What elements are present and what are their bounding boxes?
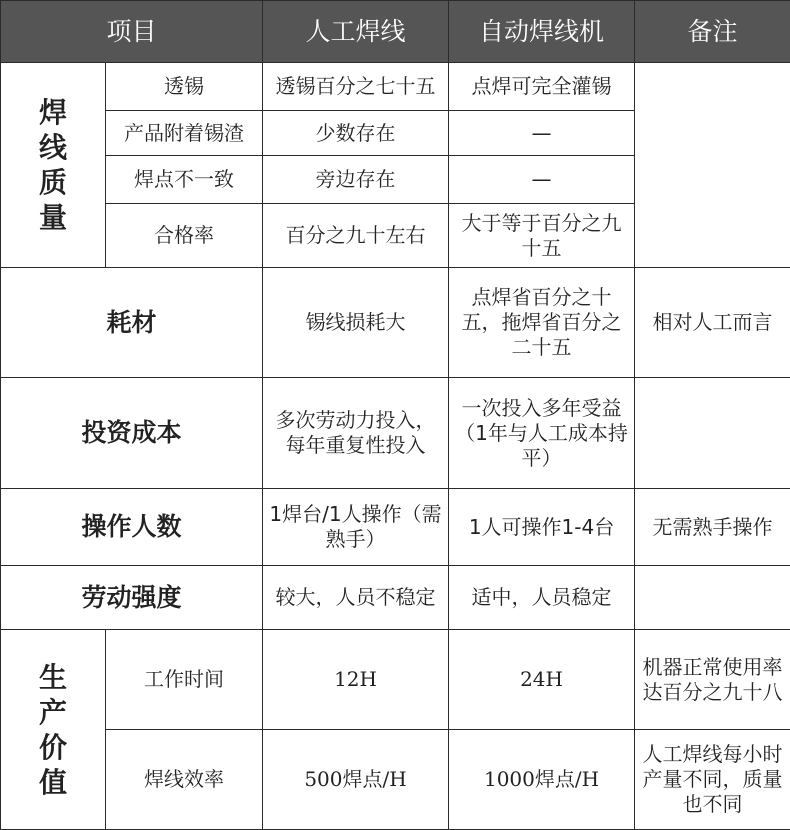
auto-cell: 1人可操作1-4台 — [449, 489, 635, 566]
auto-cell: 点焊省百分之十五，拖焊省百分之 二十五 — [449, 268, 635, 378]
row-label-operators: 操作人数 — [1, 489, 263, 566]
manual-cell: 500焊点/H — [263, 730, 449, 830]
header-manual: 人工焊线 — [263, 1, 449, 63]
header-row — [1, 1, 790, 63]
manual-cell: 多次劳动力投入，每年重复性投入 — [263, 378, 449, 489]
manual-cell: 旁边存在 — [263, 156, 449, 204]
row-label: 透锡 — [106, 63, 263, 111]
row-label: 焊线效率 — [106, 730, 263, 830]
table-row — [1, 630, 790, 730]
table-row — [1, 489, 790, 566]
manual-cell: 较大，人员不稳定 — [263, 566, 449, 630]
auto-cell: 大于等于百分之九十五 — [449, 204, 635, 268]
note-cell: 机器正常使用率达百分之九十八 — [635, 630, 790, 730]
category-production-label: 生产价值 — [39, 660, 67, 800]
manual-cell: 百分之九十左右 — [263, 204, 449, 268]
manual-cell: 锡线损耗大 — [263, 268, 449, 378]
row-label-intensity: 劳动强度 — [1, 566, 263, 630]
row-label: 合格率 — [106, 204, 263, 268]
category-quality — [1, 63, 106, 268]
row-label: 焊点不一致 — [106, 156, 263, 204]
row-label-consumables: 耗材 — [1, 268, 263, 378]
auto-cell: 适中，人员稳定 — [449, 566, 635, 630]
note-cell — [635, 566, 790, 630]
header-auto: 自动焊线机 — [449, 1, 635, 63]
table-row — [1, 268, 790, 378]
row-label-investment: 投资成本 — [1, 378, 263, 489]
table-row — [1, 63, 790, 111]
header-note: 备注 — [635, 1, 790, 63]
auto-cell: 1000焊点/H — [449, 730, 635, 830]
row-label: 产品附着锡渣 — [106, 111, 263, 156]
note-cell — [635, 378, 790, 489]
table-row — [1, 566, 790, 630]
table-row — [1, 730, 790, 830]
row-label: 工作时间 — [106, 630, 263, 730]
auto-cell: 点焊可完全灌锡 — [449, 63, 635, 111]
manual-cell: 透锡百分之七十五 — [263, 63, 449, 111]
header-item: 项目 — [1, 1, 263, 63]
note-cell-quality — [635, 63, 790, 268]
note-cell: 相对人工而言 — [635, 268, 790, 378]
table-row — [1, 378, 790, 489]
manual-cell: 少数存在 — [263, 111, 449, 156]
auto-cell: 一次投入多年受益（1年与人工成本持平） — [449, 378, 635, 489]
note-cell: 人工焊线每小时产量不同，质量也不同 — [635, 730, 790, 830]
auto-cell: — — [449, 111, 635, 156]
auto-cell: — — [449, 156, 635, 204]
manual-cell: 12H — [263, 630, 449, 730]
manual-cell: 1焊台/1人操作（需熟手） — [263, 489, 449, 566]
note-cell: 无需熟手操作 — [635, 489, 790, 566]
auto-cell: 24H — [449, 630, 635, 730]
category-quality-label: 焊线质量 — [39, 95, 67, 235]
category-production — [1, 630, 106, 830]
